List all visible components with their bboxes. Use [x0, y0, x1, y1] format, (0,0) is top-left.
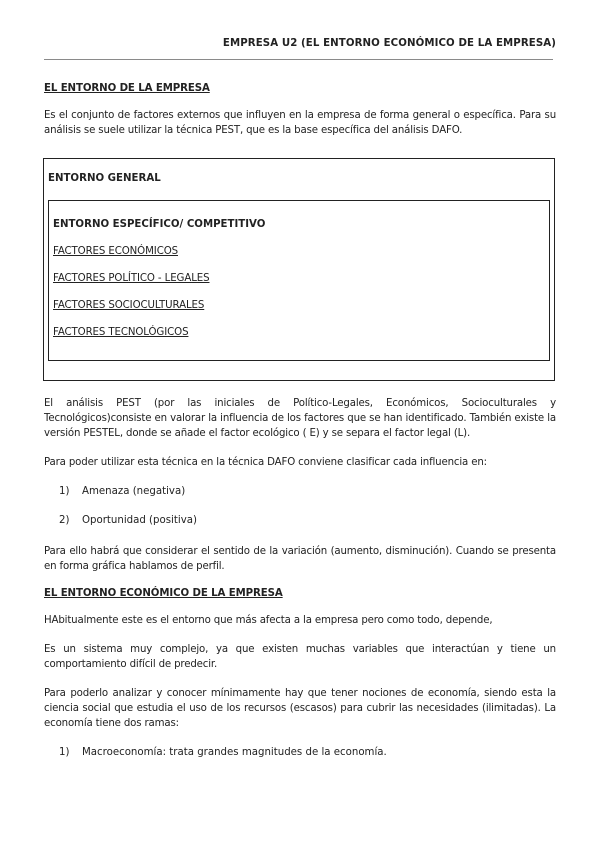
header-divider — [44, 59, 553, 60]
factor-socioculturales: FACTORES SOCIOCULTURALES — [53, 300, 205, 311]
economico-paragraph-3: Para poderlo analizar y conocer mínimamente hay que tener nociones de economía, siendo esta la ciencia social que estudia el uso de los recursos (escasos) para cubrir las necesidades (ilimitadas). La economía tiene dos ramas: — [44, 688, 556, 729]
factor-politico-legales: FACTORES POLÍTICO - LEGALES — [53, 273, 210, 284]
intro-paragraph: Es el conjunto de factores externos que influyen en la empresa de forma general o específica. Para su análisis se suele utilizar la técnica PEST, que es la base específica del análisis DAFO. — [44, 110, 556, 136]
list-item — [44, 745, 556, 760]
pest-paragraph: El análisis PEST (por las iniciales de Político-Legales, Económicos, Socioculturales y Tecnológicos)consiste en valorar la influencia de los factores que se han identificado. También existe la versión PESTEL, donde se añade el factor ecológico ( E) y se separa el factor legal (L). — [44, 398, 556, 439]
list-number: 2) — [59, 515, 70, 526]
list-item — [44, 513, 556, 528]
economico-paragraph-1: HAbitualmente este es el entorno que más afecta a la empresa pero como todo, depende, — [44, 615, 493, 626]
list-number: 1) — [59, 486, 70, 497]
section-heading-economico: EL ENTORNO ECONÓMICO DE LA EMPRESA — [44, 588, 283, 599]
document-body — [44, 83, 556, 774]
list-text: Oportunidad (positiva) — [82, 515, 197, 526]
list-text: Amenaza (negativa) — [82, 486, 186, 497]
section-heading-entorno: EL ENTORNO DE LA EMPRESA — [44, 83, 210, 94]
list-number: 1) — [59, 747, 70, 758]
variation-paragraph: Para ello habrá que considerar el sentido de la variación (aumento, disminución). Cuando se presenta en forma gráfica hablamos de perfil. — [44, 546, 556, 572]
economico-paragraph-2: Es un sistema muy complejo, ya que existen muchas variables que interactúan y tiene un comportamiento difícil de predecir. — [44, 644, 556, 670]
factor-tecnologicos: FACTORES TECNOLÓGICOS — [53, 327, 189, 338]
entorno-especifico-title: ENTORNO ESPECÍFICO/ COMPETITIVO — [53, 219, 266, 230]
document-title: EMPRESA U2 (EL ENTORNO ECONÓMICO DE LA EMPRESA) — [222, 38, 556, 49]
factor-economicos: FACTORES ECONÓMICOS — [53, 246, 178, 257]
list-item — [44, 484, 556, 499]
list-text: Macroeconomía: trata grandes magnitudes de la economía. — [82, 747, 387, 758]
dafo-paragraph: Para poder utilizar esta técnica en la técnica DAFO conviene clasificar cada influencia en: — [44, 457, 487, 468]
entorno-especifico-box — [48, 200, 550, 361]
entorno-general-box — [43, 158, 555, 381]
entorno-general-title: ENTORNO GENERAL — [48, 173, 161, 184]
